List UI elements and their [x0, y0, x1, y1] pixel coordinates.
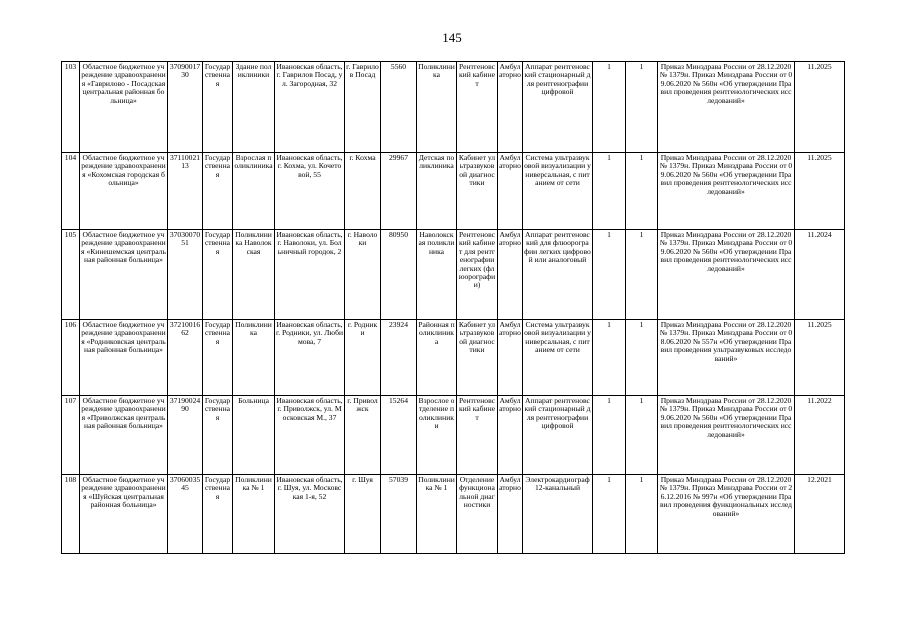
care-type-cell: Амбулаторно	[498, 475, 523, 554]
date-cell: 11.2025	[795, 62, 845, 153]
building-cell: Здание поликлиники	[233, 62, 275, 153]
equipment-cell: Система ультразвуковой визуализации универсальная, с питанием от сети	[523, 320, 593, 396]
equipment-cell: Система ультразвуковой визуализации универсальная, с питанием от сети	[523, 153, 593, 230]
order-cell: Приказ Минздрава России от 28.12.2020 № 1379н. Приказ Минздрава России от 09.06.2020 № 560н «Об утверждении Правил проведения рентгенологических исследований»	[658, 153, 795, 230]
city-cell: г. Кохма	[345, 153, 381, 230]
room-cell: Кабинет ультразвуковой диагностики	[457, 153, 498, 230]
table-row	[62, 320, 845, 396]
care-type-cell: Амбулаторно	[498, 396, 523, 475]
date-cell: 11.2025	[795, 153, 845, 230]
address-cell: Ивановская область, г. Приволжск, ул. Московская М., 37	[275, 396, 345, 475]
row-number-cell: 103	[62, 62, 80, 153]
organization-cell: Областное бюджетное учреждение здравоохранения «Родниковская центральная районная больница»	[80, 320, 168, 396]
date-cell: 11.2025	[795, 320, 845, 396]
room-cell: Кабинет ультразвуковой диагностики	[457, 320, 498, 396]
organization-cell: Областное бюджетное учреждение здравоохранения «Приволжская центральная районная больница»	[80, 396, 168, 475]
quantity-cell: 1	[626, 62, 658, 153]
address-cell: Ивановская область, г. Шуя, ул. Московская 1-я, 52	[275, 475, 345, 554]
quantity-cell: 1	[626, 475, 658, 554]
equipment-cell: Аппарат рентгеновский стационарный для рентгенографии цифровой	[523, 62, 593, 153]
row-number-cell: 104	[62, 153, 80, 230]
date-cell: 11.2024	[795, 230, 845, 320]
quantity-cell: 1	[593, 396, 626, 475]
unit-cell: Наволокская поликлиника	[417, 230, 457, 320]
care-type-cell: Амбулаторно	[498, 320, 523, 396]
date-cell: 12.2021	[795, 475, 845, 554]
building-cell: Поликлиника	[233, 320, 275, 396]
address-cell: Ивановская область, г. Гаврилов Посад, ул. Загородная, 32	[275, 62, 345, 153]
quantity-cell: 1	[626, 230, 658, 320]
city-cell: г. Гаврилов Посад	[345, 62, 381, 153]
ownership-cell: Государственная	[203, 62, 233, 153]
quantity-cell: 1	[593, 475, 626, 554]
row-number-cell: 105	[62, 230, 80, 320]
inn-cell: 3719002490	[168, 396, 203, 475]
organization-cell: Областное бюджетное учреждение здравоохранения «Шуйская центральная районная больница»	[80, 475, 168, 554]
building-cell: Взрослая поликлиника	[233, 153, 275, 230]
quantity-cell: 1	[626, 396, 658, 475]
quantity-cell: 1	[626, 153, 658, 230]
quantity-cell: 1	[593, 320, 626, 396]
inn-cell: 3711002113	[168, 153, 203, 230]
building-cell: Поликлиника Наволокская	[233, 230, 275, 320]
room-cell: Отделение функциональной диагностики	[457, 475, 498, 554]
unit-cell: Районная поликлиника	[417, 320, 457, 396]
room-cell: Рентгеновский кабинет для рентгенографии легких (флюорографии)	[457, 230, 498, 320]
organization-cell: Областное бюджетное учреждение здравоохранения «Кинешемская центральная районная больница»	[80, 230, 168, 320]
ownership-cell: Государственная	[203, 153, 233, 230]
building-cell: Поликлиника № 1	[233, 475, 275, 554]
order-cell: Приказ Минздрава России от 28.12.2020 № 1379н. Приказ Минздрава России от 08.06.2020 № 557н «Об утверждении Правил проведения ультразвуковых исследований»	[658, 320, 795, 396]
quantity-cell: 1	[626, 320, 658, 396]
equipment-cell: Аппарат рентгеновский стационарный для рентгенографии цифровой	[523, 396, 593, 475]
care-type-cell: Амбулаторно	[498, 62, 523, 153]
area-code-cell: 80950	[381, 230, 417, 320]
care-type-cell: Амбулаторно	[498, 153, 523, 230]
organization-cell: Областное бюджетное учреждение здравоохранения «Кохомская городская больница»	[80, 153, 168, 230]
order-cell: Приказ Минздрава России от 28.12.2020 № 1379н. Приказ Минздрава России от 09.06.2020 № 560н «Об утверждении Правил проведения рентгенологических исследований»	[658, 62, 795, 153]
quantity-cell: 1	[593, 230, 626, 320]
area-code-cell: 23924	[381, 320, 417, 396]
building-cell: Больница	[233, 396, 275, 475]
inn-cell: 3703007051	[168, 230, 203, 320]
order-cell: Приказ Минздрава России от 28.12.2020 № 1379н. Приказ Минздрава России от 09.06.2020 № 560н «Об утверждении Правил проведения рентгенологических исследований»	[658, 396, 795, 475]
unit-cell: Взрослое отделение поликлиники	[417, 396, 457, 475]
equipment-cell: Аппарат рентгеновский для флюорографии легких цифровой или аналоговый	[523, 230, 593, 320]
address-cell: Ивановская область, г. Кохма, ул. Кочетовой, 55	[275, 153, 345, 230]
address-cell: Ивановская область, г. Наволоки, ул. Больничный городок, 2	[275, 230, 345, 320]
ownership-cell: Государственная	[203, 320, 233, 396]
table-row	[62, 62, 845, 153]
page-number: 145	[442, 30, 462, 45]
room-cell: Рентгеновский кабинет	[457, 62, 498, 153]
date-cell: 11.2022	[795, 396, 845, 475]
address-cell: Ивановская область, г. Родники, ул. Любимова, 7	[275, 320, 345, 396]
inn-cell: 3706003545	[168, 475, 203, 554]
city-cell: г. Приволжск	[345, 396, 381, 475]
order-cell: Приказ Минздрава России от 28.12.2020 № 1379н. Приказ Минздрава России от 09.06.2020 № 560н «Об утверждении Правил проведения рентгенологических исследований»	[658, 230, 795, 320]
ownership-cell: Государственная	[203, 396, 233, 475]
row-number-cell: 107	[62, 396, 80, 475]
quantity-cell: 1	[593, 62, 626, 153]
register-table	[61, 61, 845, 554]
unit-cell: Поликлиника № 1	[417, 475, 457, 554]
organization-cell: Областное бюджетное учреждение здравоохранения «Гаврилово - Посадская центральная районная больница»	[80, 62, 168, 153]
area-code-cell: 15264	[381, 396, 417, 475]
table-row	[62, 153, 845, 230]
order-cell: Приказ Минздрава России от 28.12.2020 № 1379н. Приказ Минздрава России от 26.12.2016 № 997н «Об утверждении Правил проведения функциональных исследований»	[658, 475, 795, 554]
ownership-cell: Государственная	[203, 475, 233, 554]
city-cell: г. Родники	[345, 320, 381, 396]
area-code-cell: 57039	[381, 475, 417, 554]
unit-cell: Поликлиника	[417, 62, 457, 153]
area-code-cell: 5560	[381, 62, 417, 153]
table-row	[62, 230, 845, 320]
row-number-cell: 108	[62, 475, 80, 554]
ownership-cell: Государственная	[203, 230, 233, 320]
care-type-cell: Амбулаторно	[498, 230, 523, 320]
city-cell: г. Шуя	[345, 475, 381, 554]
room-cell: Рентгеновский кабинет	[457, 396, 498, 475]
table-row	[62, 475, 845, 554]
quantity-cell: 1	[593, 153, 626, 230]
row-number-cell: 106	[62, 320, 80, 396]
inn-cell: 3721001662	[168, 320, 203, 396]
equipment-cell: Электрокардиограф 12-канальный	[523, 475, 593, 554]
unit-cell: Детская поликлиника	[417, 153, 457, 230]
area-code-cell: 29967	[381, 153, 417, 230]
table-row	[62, 396, 845, 475]
city-cell: г. Наволоки	[345, 230, 381, 320]
inn-cell: 3709001730	[168, 62, 203, 153]
